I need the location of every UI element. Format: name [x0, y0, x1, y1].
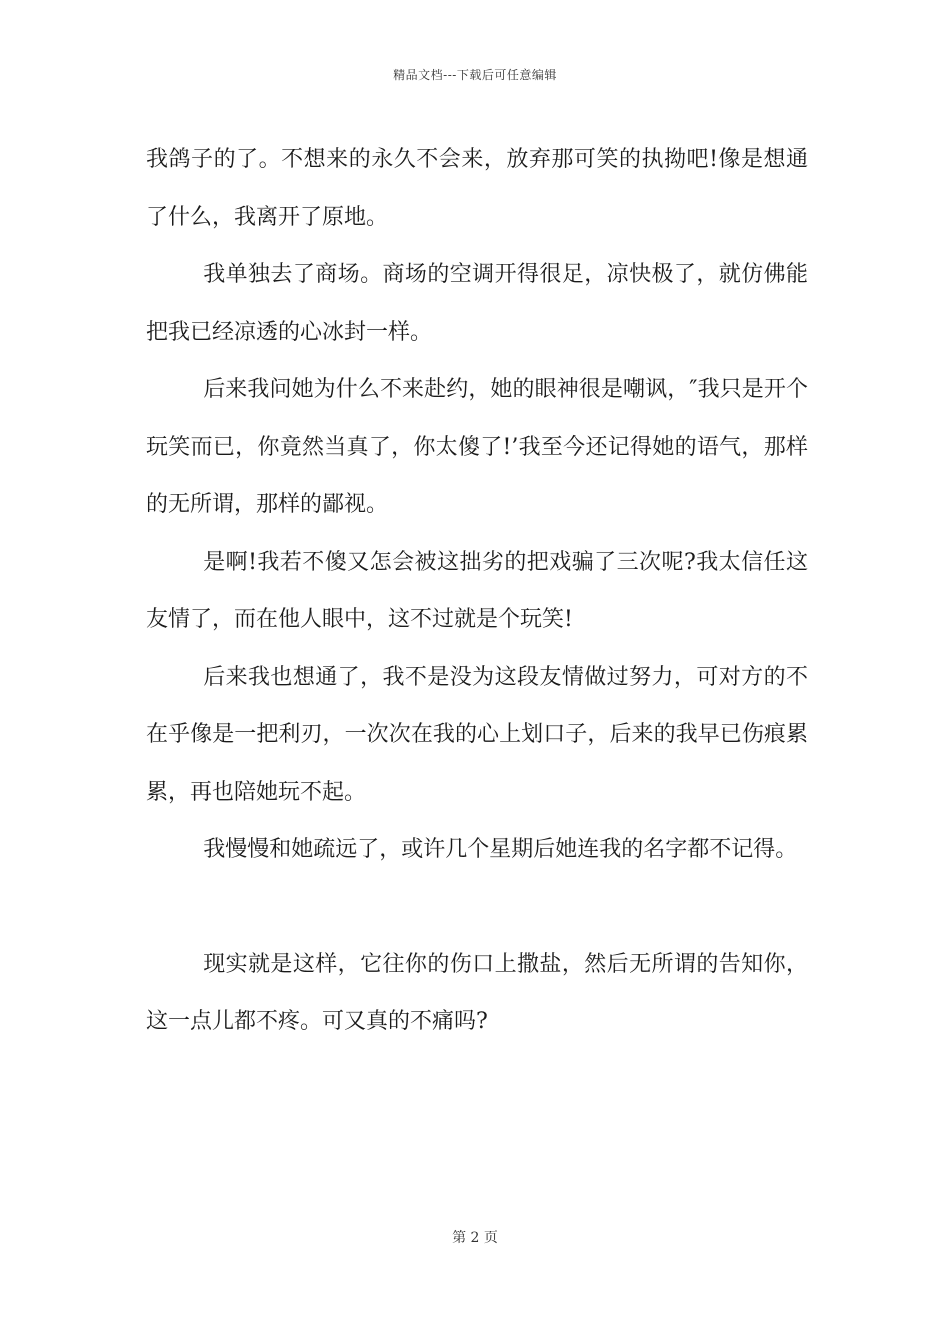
- paragraph-6: 我慢慢和她疏远了，或许几个星期后她连我的名字都不记得。: [203, 837, 798, 862]
- paragraph-1: 我鸽子的了。不想来的永久不会来，放弃那可笑的执拗吧!像是想通了什么，我离开了原地。: [146, 147, 808, 230]
- page-header: 精品文档---下载后可任意编辑: [393, 68, 557, 82]
- paragraph-4: 是啊!我若不傻又怎会被这拙劣的把戏骗了三次呢?我太信任这友情了，而在他人眼中，这不过就是个玩笑!: [146, 549, 808, 632]
- paragraph-2: 我单独去了商场。商场的空调开得很足，凉快极了，就仿佛能把我已经凉透的心冰封一样。: [146, 262, 808, 345]
- paragraph-3: 后来我问她为什么不来赴约，她的眼神很是嘲讽，″我只是开个玩笑而已，你竟然当真了，你太傻了!’我至今还记得她的语气，那样的无所谓，那样的鄙视。: [146, 377, 808, 517]
- paragraph-7: 现实就是这样，它往你的伤口上撒盐，然后无所谓的告知你，这一点儿都不疼。可又真的不痛吗?: [146, 951, 808, 1034]
- page-number: 第 2 页: [452, 1230, 498, 1246]
- document-body: [146, 131, 808, 1051]
- paragraph-5: 后来我也想通了，我不是没为这段友情做过努力，可对方的不在乎像是一把利刃，一次次在我的心上划口子，后来的我早已伤痕累累，再也陪她玩不起。: [146, 664, 808, 805]
